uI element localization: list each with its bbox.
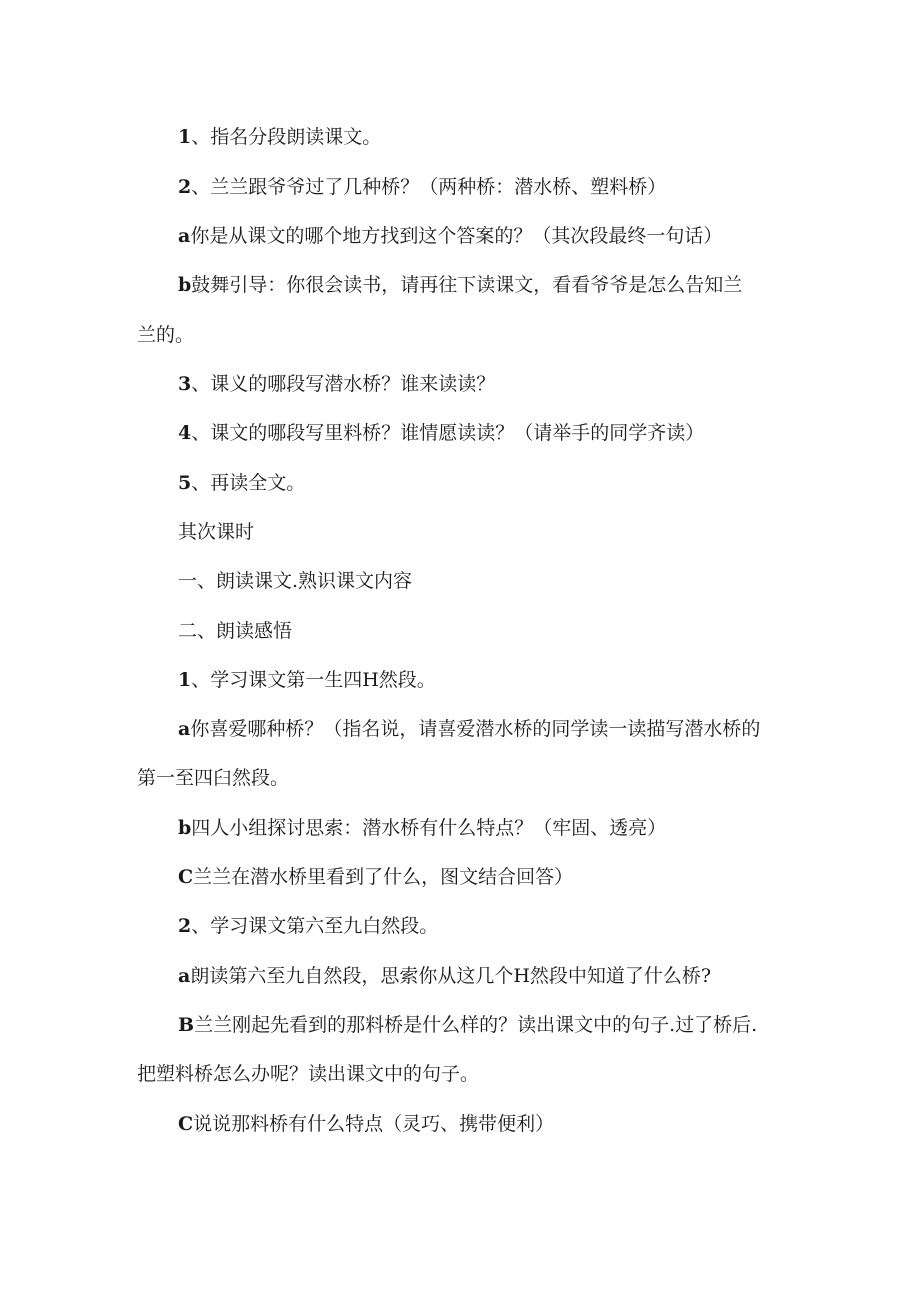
line-text: 鼓舞引导：你很会读书，请再往下读课文，看看爷爷是怎么告知兰 (191, 274, 743, 296)
paragraph-line (178, 470, 838, 496)
paragraph-line (178, 272, 838, 298)
line-text: 、学习课文第六至九白然段。 (191, 915, 439, 937)
paragraph-line (178, 223, 838, 249)
paragraph-line (178, 420, 838, 446)
item-marker: 3 (178, 373, 192, 395)
item-marker: a (178, 225, 191, 247)
item-marker: 5 (178, 472, 192, 494)
paragraph-line (178, 568, 838, 594)
line-text: 二、朗读感悟 (178, 620, 293, 642)
paragraph-line (178, 124, 838, 150)
paragraph-line (137, 765, 797, 791)
paragraph-line (137, 322, 797, 348)
paragraph-line (137, 1061, 797, 1087)
item-marker: 1 (178, 126, 192, 148)
paragraph-line (178, 963, 838, 989)
line-text: 、再读全文。 (191, 472, 306, 494)
item-marker: 2 (178, 176, 192, 198)
paragraph-line (178, 371, 838, 397)
line-text: 、兰兰跟爷爷过了几种桥？（两种桥：潜水桥、塑料桥） (191, 176, 667, 198)
item-marker: 4 (178, 422, 192, 444)
item-marker: a (178, 718, 191, 740)
line-text: 、指名分段朗读课文。 (191, 126, 382, 148)
line-text: 说说那料桥有什么特点（灵巧、携带便利） (193, 1113, 555, 1135)
line-text: 你是从课文的哪个地方找到这个答案的？（其次段最终一句话） (190, 225, 723, 247)
line-text: 一、朗读课文.熟识课文内容 (178, 570, 413, 592)
line-text: 兰的。 (137, 324, 195, 346)
line-text: 第一至四臼然段。 (137, 767, 290, 789)
line-text: 兰兰在潜水桥里看到了什么，图文结合回答） (193, 866, 574, 888)
line-text: 其次课时 (178, 521, 255, 543)
paragraph-line (178, 1012, 838, 1038)
item-marker: 2 (178, 915, 192, 937)
line-text: 、课文的哪段写里料桥？谁情愿读读？（请举手的同学齐读） (191, 422, 705, 444)
line-text: 四人小组探讨思索：潜水桥有什么特点？（牢固、透亮） (191, 817, 667, 839)
paragraph-line (178, 913, 838, 939)
paragraph-line (178, 667, 838, 693)
item-marker: B (178, 1014, 195, 1036)
line-text: 、课义的哪段写潜水桥？谁来读读？ (191, 373, 496, 395)
paragraph-line (178, 864, 838, 890)
line-text: 你喜爱哪种桥？（指名说，请喜爱潜水桥的同学读一读描写潜水桥的 (190, 718, 761, 740)
item-marker: 1 (178, 669, 192, 691)
item-marker: b (178, 817, 192, 839)
section-heading (178, 519, 838, 545)
item-marker: a (178, 965, 191, 987)
paragraph-line (178, 618, 838, 644)
paragraph-line (178, 174, 838, 200)
item-marker: C (178, 1113, 194, 1135)
line-text: 、学习课文第一生四H然段。 (191, 669, 436, 691)
item-marker: b (178, 274, 192, 296)
paragraph-line (178, 1111, 838, 1137)
paragraph-line (178, 815, 838, 841)
paragraph-line (178, 716, 838, 742)
line-text: 朗读第六至九自然段，思索你从这几个H然段中知道了什么桥? (190, 965, 712, 987)
line-text: 把塑料桥怎么办呢？读出课文中的句子。 (137, 1063, 480, 1085)
item-marker: C (178, 866, 194, 888)
line-text: 兰兰刚起先看到的那料桥是什么样的？读出课文中的句子.过了桥后. (194, 1014, 758, 1036)
